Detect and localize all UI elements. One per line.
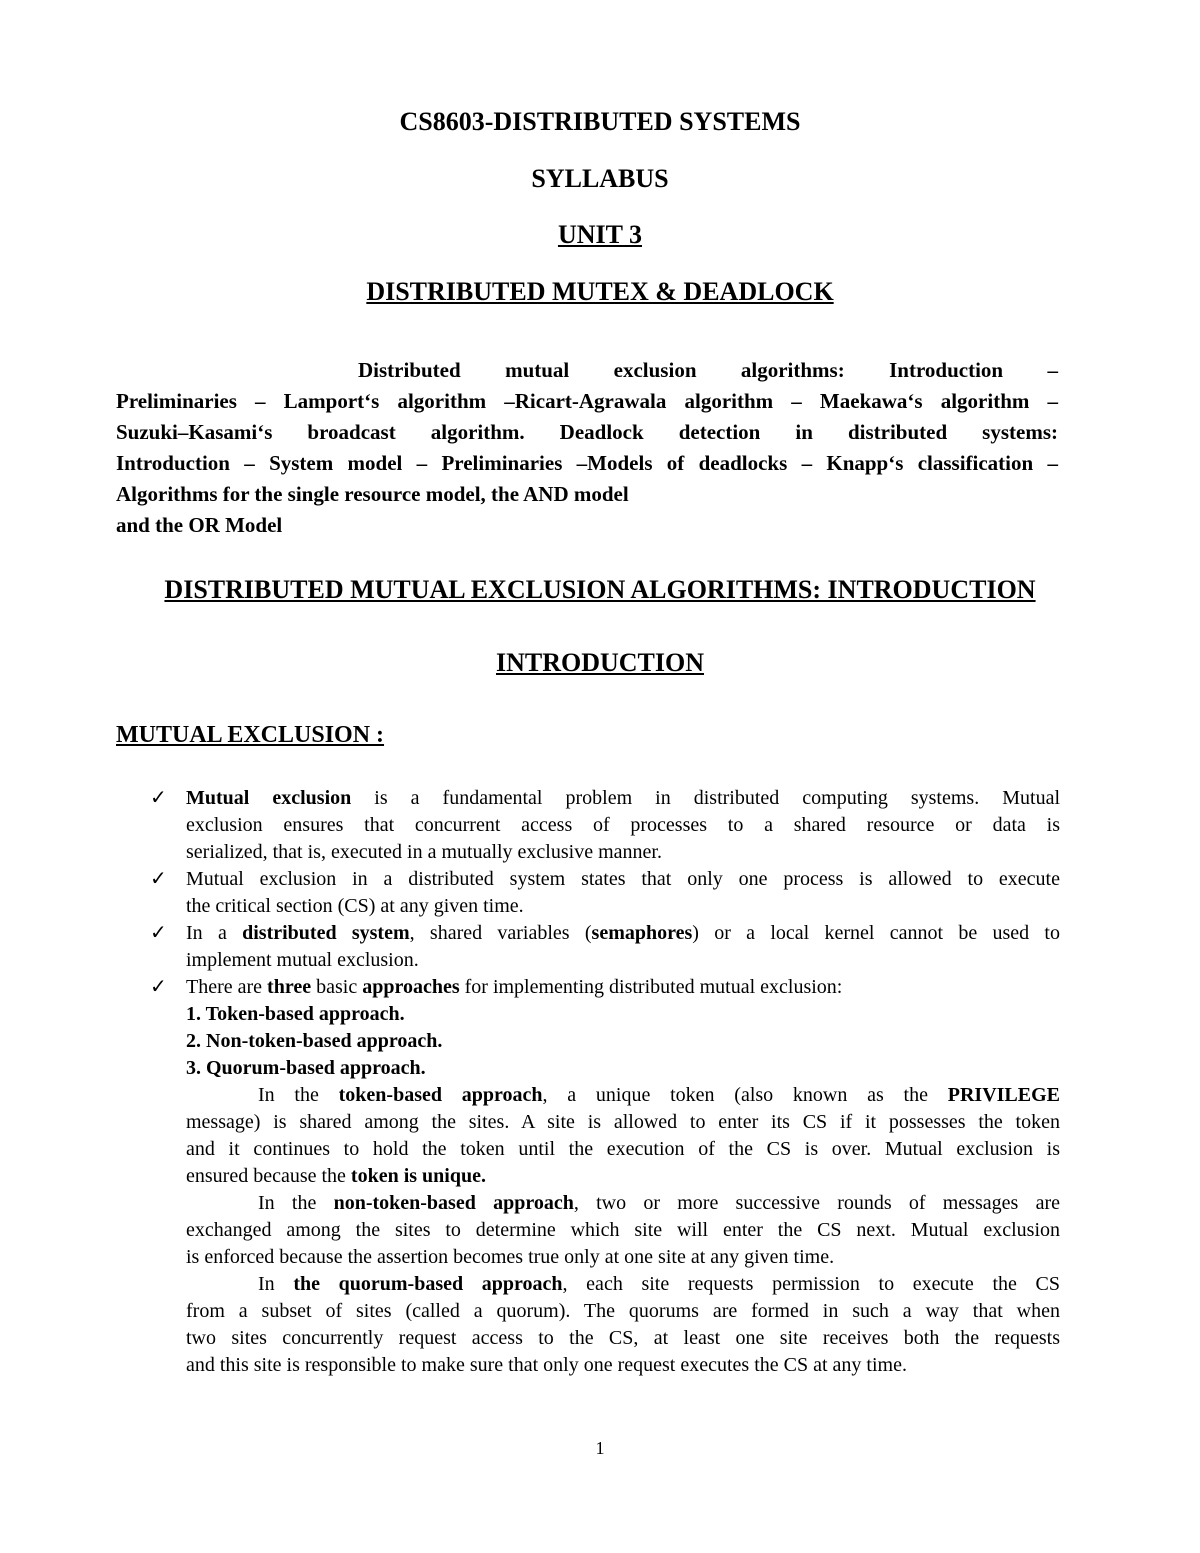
bullet-line — [186, 785, 1060, 812]
subsection-title: INTRODUCTION — [495, 648, 705, 677]
bullet-text: In a — [186, 922, 243, 944]
para-line: and this site is responsible to make sure that only one request executes the CS at any time. — [186, 1354, 907, 1376]
para-line: is enforced because the assertion becomes true only at one site at any given time. — [186, 1246, 835, 1268]
checkmark-icon: ✓ — [150, 868, 167, 890]
bullet-line: the critical section (CS) at any given time. — [186, 895, 524, 917]
para-line — [186, 1271, 1060, 1298]
subsection-title-wrap — [0, 648, 1200, 678]
list-item — [110, 920, 1060, 974]
para-text: In the — [258, 1084, 339, 1106]
syllabus-line: Preliminaries – Lamport‘s algorithm –Ricart-Agrawala algorithm – Maekawa‘s algorithm – — [116, 389, 1058, 413]
para-text: , two or more successive rounds of messages are — [573, 1192, 1060, 1214]
mutual-exclusion-heading: MUTUAL EXCLUSION : — [116, 722, 385, 748]
para-line: exchanged among the sites to determine which site will enter the CS next. Mutual exclusion — [186, 1219, 1060, 1241]
list-item — [110, 974, 1060, 1001]
para-line: and it continues to hold the token until the execution of the CS is over. Mutual exclusion is — [186, 1138, 1060, 1160]
checkmark-icon: ✓ — [150, 976, 167, 998]
approach-item: 2. Non-token-based approach. — [186, 1030, 443, 1052]
bold-term: token is unique. — [350, 1165, 486, 1187]
syllabus-line: Algorithms for the single resource model, the AND model — [116, 482, 629, 506]
paragraph-token-based — [110, 1082, 1060, 1190]
bullet-line: serialized, that is, executed in a mutually exclusive manner. — [186, 841, 662, 863]
list-item — [110, 866, 1060, 920]
bullet-list — [110, 785, 1060, 1379]
para-text: , a unique token (also known as the — [542, 1084, 948, 1106]
para-text: In the — [258, 1192, 334, 1214]
bullet-line — [186, 974, 1060, 1001]
bullet-line: Mutual exclusion in a distributed system states that only one process is allowed to execute — [186, 868, 1060, 890]
para-text: In — [258, 1273, 294, 1295]
bold-term: distributed system — [242, 922, 410, 944]
bold-term: PRIVILEGE — [947, 1084, 1060, 1106]
para-line — [186, 1082, 1060, 1109]
page-number: 1 — [595, 1438, 605, 1458]
para-line: from a subset of sites (called a quorum). The quorums are formed in such a way that when — [186, 1300, 1060, 1322]
bullet-text: basic — [311, 976, 363, 998]
approach-item: 3. Quorum-based approach. — [186, 1057, 426, 1079]
syllabus-heading: SYLLABUS — [531, 164, 669, 193]
bullet-line: exclusion ensures that concurrent access of processes to a shared resource or data is — [186, 814, 1060, 836]
bullet-text: for implementing distributed mutual exclusion: — [459, 976, 843, 998]
bullet-line: implement mutual exclusion. — [186, 949, 419, 971]
bullet-text: , shared variables ( — [409, 922, 592, 944]
para-text: , each site requests permission to execute the CS — [562, 1273, 1060, 1295]
bold-term: Mutual exclusion — [186, 787, 352, 809]
bullet-text: There are — [186, 976, 268, 998]
bold-term: the quorum-based approach — [293, 1273, 563, 1295]
bold-term: approaches — [362, 976, 460, 998]
para-line — [186, 1190, 1060, 1217]
bold-term: non-token-based approach — [333, 1192, 574, 1214]
paragraph-non-token-based — [110, 1190, 1060, 1271]
bullet-line — [186, 920, 1060, 947]
checkmark-icon: ✓ — [150, 922, 167, 944]
para-line: two sites concurrently request access to the CS, at least one site receives both the requests — [186, 1327, 1060, 1349]
course-title: CS8603-DISTRIBUTED SYSTEMS — [399, 107, 801, 136]
para-line: message) is shared among the sites. A site is allowed to enter its CS if it possesses the token — [186, 1111, 1060, 1133]
section-title-wrap — [0, 575, 1200, 605]
checkmark-icon: ✓ — [150, 787, 167, 809]
syllabus-line: and the OR Model — [116, 513, 283, 537]
approach-list — [110, 1001, 1060, 1082]
approach-item: 1. Token-based approach. — [186, 1003, 405, 1025]
bold-term: three — [267, 976, 312, 998]
para-line — [186, 1163, 1060, 1190]
syllabus-line: Suzuki–Kasami‘s broadcast algorithm. Deadlock detection in distributed systems: — [116, 420, 1058, 444]
syllabus-line: Distributed mutual exclusion algorithms: Introduction – — [358, 358, 1058, 382]
syllabus-topics — [116, 355, 1058, 541]
bullet-text: ) or a local kernel cannot be used to — [692, 922, 1060, 944]
bullet-text: is a fundamental problem in distributed computing systems. Mutual — [351, 787, 1060, 809]
list-item — [110, 785, 1060, 866]
syllabus-line: Introduction – System model – Preliminaries –Models of deadlocks – Knapp‘s classification – — [116, 451, 1058, 475]
unit-heading: UNIT 3 — [557, 220, 643, 249]
para-text: ensured because the — [186, 1165, 351, 1187]
section-title: DISTRIBUTED MUTUAL EXCLUSION ALGORITHMS: INTRODUCTION — [164, 575, 1036, 604]
unit-title: DISTRIBUTED MUTEX & DEADLOCK — [366, 277, 834, 306]
unit-heading-wrap — [0, 220, 1200, 250]
unit-title-wrap — [0, 277, 1200, 307]
bold-term: semaphores — [591, 922, 693, 944]
paragraph-quorum-based — [110, 1271, 1060, 1379]
bold-term: token-based approach — [338, 1084, 543, 1106]
